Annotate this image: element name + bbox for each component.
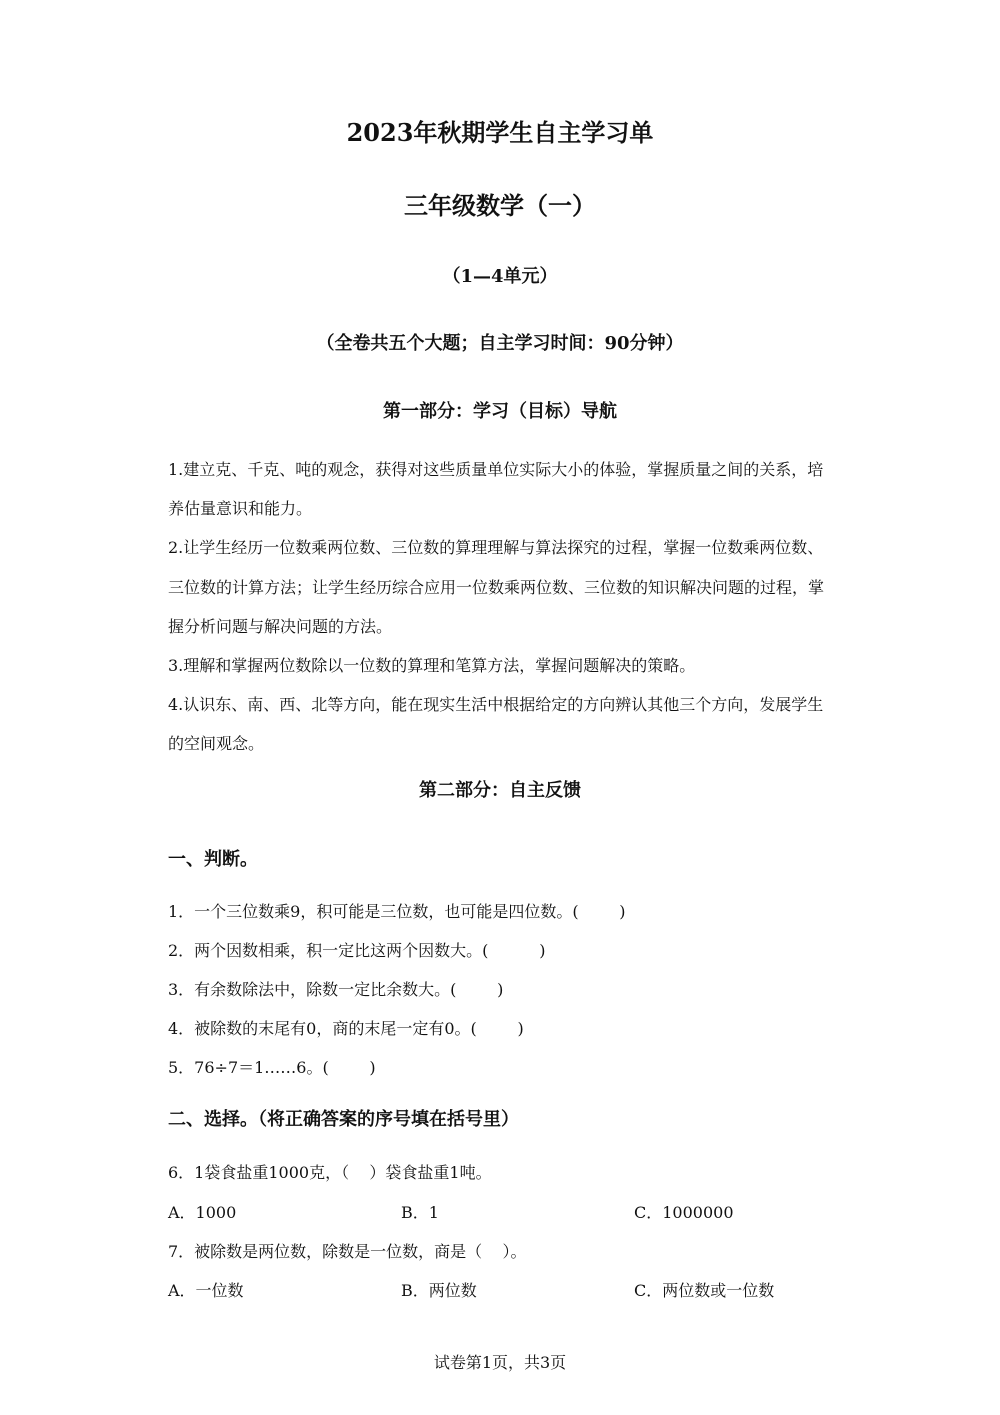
option-c: C．两位数或一位数 [634, 1281, 775, 1300]
exam-info: （全卷共五个大题；自主学习时间：90分钟） [316, 333, 684, 354]
goals-list [168, 450, 828, 764]
option-c: C．1000000 [634, 1203, 734, 1222]
option-a: A．一位数 [168, 1281, 244, 1300]
judgement-item: 3．有余数除法中，除数一定比余数大。( ) [168, 980, 504, 999]
judgement-item: 4．被除数的末尾有0，商的末尾一定有0。( ) [168, 1019, 524, 1038]
part2-heading: 第二部分：自主反馈 [419, 780, 581, 801]
judgement-item: 1．一个三位数乘9，积可能是三位数，也可能是四位数。( ) [168, 902, 626, 921]
document-subtitle: 三年级数学（一） [404, 191, 596, 220]
option-b: B．两位数 [401, 1281, 477, 1300]
page-footer: 试卷第1页，共3页 [433, 1353, 567, 1372]
option-b: B．1 [401, 1203, 439, 1222]
goal-item: 3.理解和掌握两位数除以一位数的算理和笔算方法，掌握问题解决的策略。 [168, 656, 696, 676]
judgement-item: 5．76÷7＝1……6。( ) [168, 1058, 376, 1077]
unit-range: （1—4单元） [442, 266, 558, 287]
question-7-stem: 7．被除数是两位数，除数是一位数，商是（ ）。 [168, 1242, 527, 1261]
option-a: A．1000 [168, 1203, 237, 1222]
part1-heading: 第一部分：学习（目标）导航 [383, 401, 617, 422]
goal-item: 2.让学生经历一位数乘两位数、三位数的算理理解与算法探究的过程，掌握一位数乘两位数、三位数的计算方法；让学生经历综合应用一位数乘两位数、三位数的知识解决问题的过程，掌握分析问题与解决问题的方法。 [168, 538, 825, 636]
section-judgement-title: 一、判断。 [168, 849, 258, 870]
question-6-stem: 6．1袋食盐重1000克，（ ）袋食盐重1吨。 [168, 1163, 492, 1182]
goal-item: 1.建立克、千克、吨的观念，获得对这些质量单位实际大小的体验，掌握质量之间的关系，培养估量意识和能力。 [168, 460, 824, 519]
section-choice-title: 二、选择。（将正确答案的序号填在括号里） [168, 1109, 519, 1130]
judgement-item: 2．两个因数相乘，积一定比这两个因数大。( ) [168, 941, 546, 960]
document-title: 2023年秋期学生自主学习单 [346, 118, 654, 147]
goal-item: 4.认识东、南、西、北等方向，能在现实生活中根据给定的方向辨认其他三个方向，发展学生的空间观念。 [168, 695, 824, 754]
